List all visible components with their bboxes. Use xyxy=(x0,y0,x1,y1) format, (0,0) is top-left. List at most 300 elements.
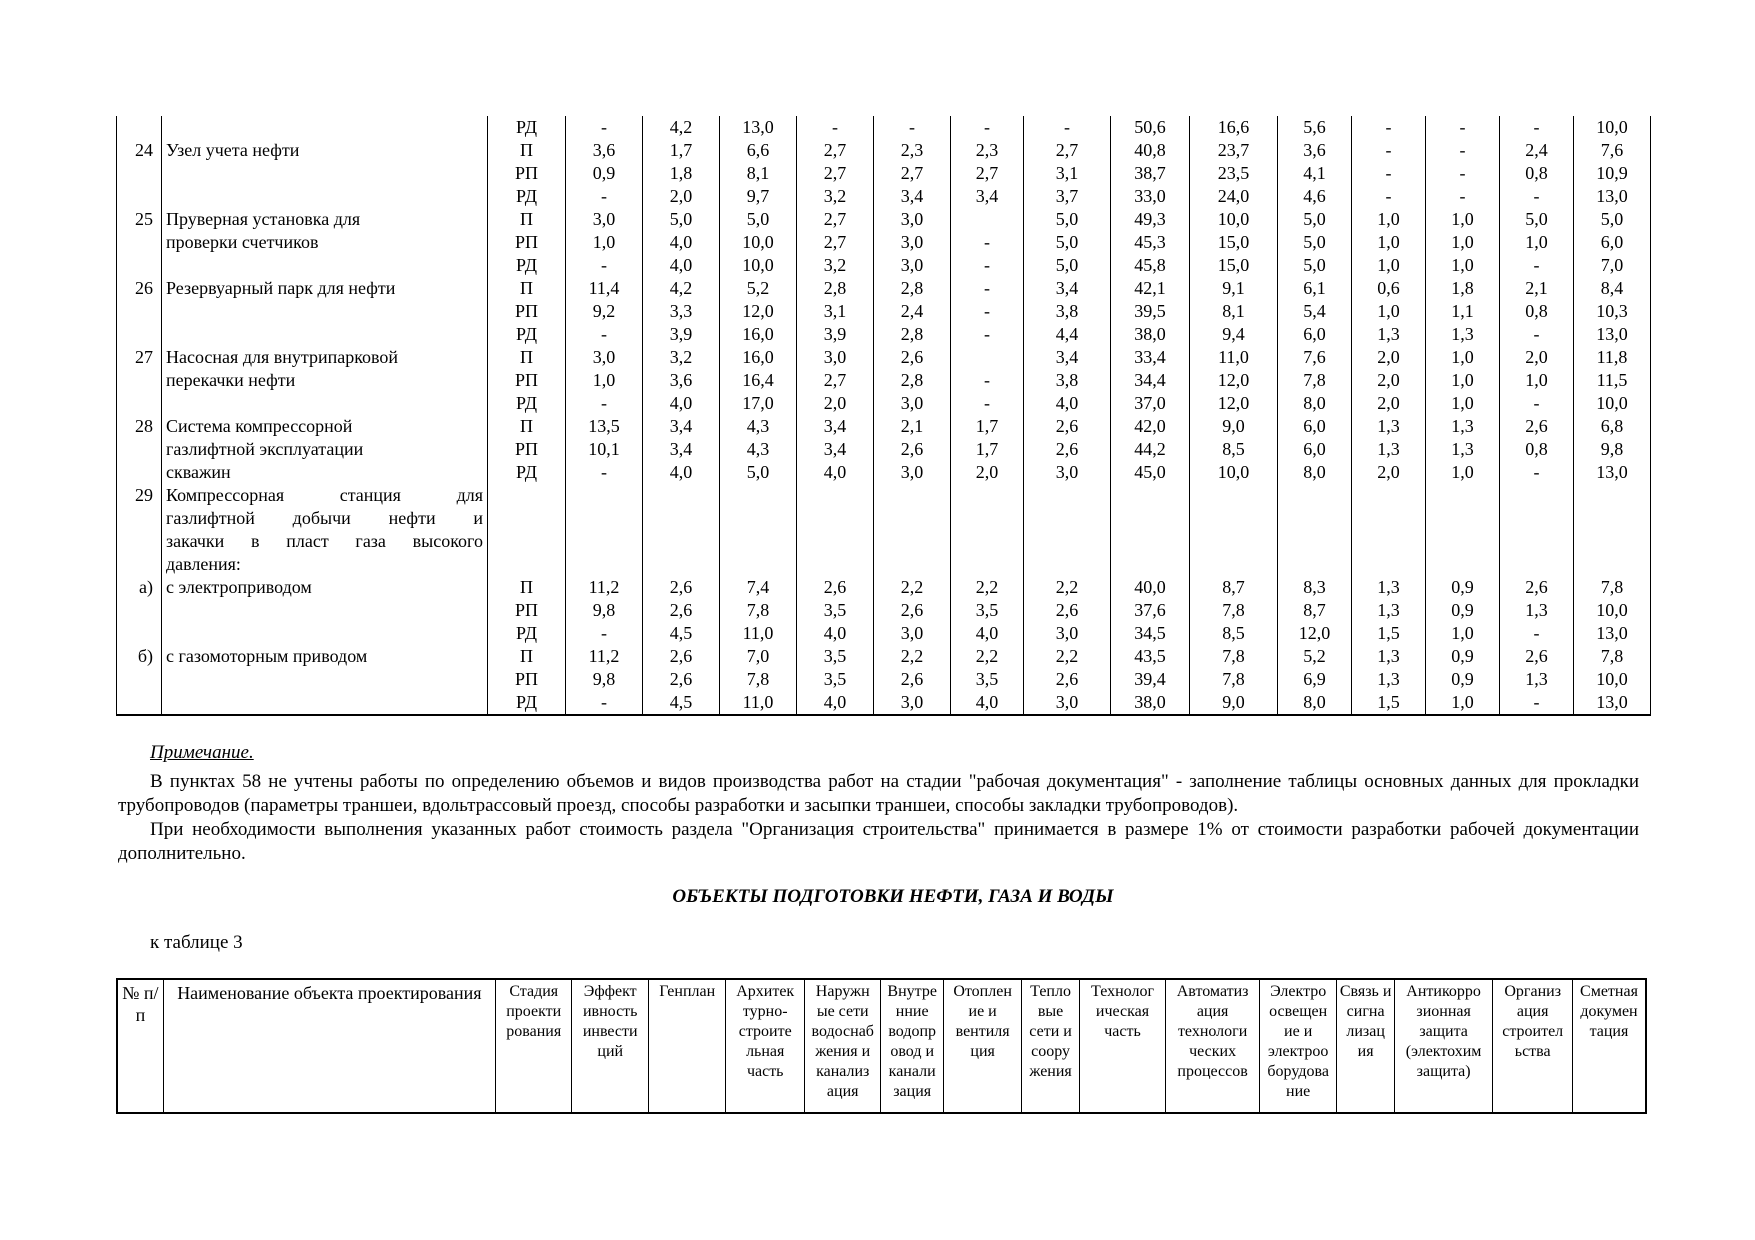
table-row xyxy=(117,484,1651,507)
value-cell: 38,0 xyxy=(1111,691,1190,715)
value-cell: 38,7 xyxy=(1111,162,1190,185)
value-cell xyxy=(1278,484,1352,507)
value-cell: 2,0 xyxy=(1352,392,1426,415)
value-cell: 2,2 xyxy=(951,645,1024,668)
column-header: Автоматиз ация технологи ческих процессов xyxy=(1166,979,1260,1113)
value-cell: 10,1 xyxy=(566,438,643,461)
value-cell: 7,8 xyxy=(1190,599,1278,622)
value-cell: 2,7 xyxy=(797,139,874,162)
value-cell: - xyxy=(1426,185,1500,208)
value-cell: 1,0 xyxy=(1352,254,1426,277)
value-cell: 8,4 xyxy=(1574,277,1651,300)
value-cell: 33,0 xyxy=(1111,185,1190,208)
value-cell xyxy=(1278,530,1352,553)
note-text-2: При необходимости выполнения указанных работ стоимость раздела "Организация строительства" принимается в размере 1% от стоимости разработки рабочей документации дополнительно. xyxy=(118,819,1639,864)
table-row xyxy=(117,231,1651,254)
object-name: перекачки нефти xyxy=(162,369,488,392)
column-header: Отоплен ие и вентиля ция xyxy=(943,979,1022,1113)
object-name: с электроприводом xyxy=(162,576,488,599)
value-cell: 0,9 xyxy=(1426,576,1500,599)
value-cell: 3,4 xyxy=(1024,346,1111,369)
value-cell: 1,7 xyxy=(951,415,1024,438)
value-cell: 10,3 xyxy=(1574,300,1651,323)
table-row xyxy=(117,553,1651,576)
object-name: газлифтной добычи нефти и xyxy=(162,507,488,530)
value-cell: 2,2 xyxy=(951,576,1024,599)
value-cell: - xyxy=(1352,162,1426,185)
value-cell: 2,6 xyxy=(797,576,874,599)
value-cell: 8,1 xyxy=(720,162,797,185)
value-cell: 1,0 xyxy=(1426,369,1500,392)
value-cell: 0,9 xyxy=(1426,599,1500,622)
value-cell: - xyxy=(566,392,643,415)
item-number xyxy=(117,668,162,691)
value-cell: 1,3 xyxy=(1352,668,1426,691)
object-name: давления: xyxy=(162,553,488,576)
value-cell xyxy=(951,346,1024,369)
value-cell: 3,6 xyxy=(643,369,720,392)
value-cell: 11,4 xyxy=(566,277,643,300)
value-cell: 2,6 xyxy=(1500,415,1574,438)
value-cell: 1,7 xyxy=(951,438,1024,461)
value-cell xyxy=(1352,553,1426,576)
value-cell: 5,0 xyxy=(1278,231,1352,254)
table-row xyxy=(117,162,1651,185)
item-number xyxy=(117,116,162,139)
value-cell: 2,1 xyxy=(1500,277,1574,300)
value-cell: - xyxy=(566,691,643,715)
value-cell: - xyxy=(1426,162,1500,185)
value-cell: 10,0 xyxy=(1574,668,1651,691)
item-number xyxy=(117,369,162,392)
value-cell: 2,0 xyxy=(1500,346,1574,369)
design-stage: РП xyxy=(488,231,566,254)
value-cell: 2,0 xyxy=(797,392,874,415)
value-cell: - xyxy=(566,323,643,346)
item-number xyxy=(117,553,162,576)
object-name: газлифтной эксплуатации xyxy=(162,438,488,461)
value-cell: - xyxy=(566,116,643,139)
value-cell: 13,0 xyxy=(1574,622,1651,645)
column-header: Антикорро зионная защита (электохим защита) xyxy=(1394,979,1493,1113)
value-cell: 13,5 xyxy=(566,415,643,438)
value-cell xyxy=(1500,530,1574,553)
value-cell: 5,0 xyxy=(1024,231,1111,254)
value-cell: - xyxy=(1500,392,1574,415)
value-cell: 1,3 xyxy=(1426,323,1500,346)
value-cell: 3,5 xyxy=(797,668,874,691)
value-cell: 11,2 xyxy=(566,576,643,599)
value-cell xyxy=(1111,530,1190,553)
value-cell xyxy=(1574,507,1651,530)
item-number: 25 xyxy=(117,208,162,231)
value-cell: 3,2 xyxy=(643,346,720,369)
value-cell: 50,6 xyxy=(1111,116,1190,139)
value-cell xyxy=(1024,484,1111,507)
value-cell: 39,4 xyxy=(1111,668,1190,691)
value-cell: 10,0 xyxy=(1574,392,1651,415)
value-cell xyxy=(1574,553,1651,576)
value-cell: 3,5 xyxy=(951,668,1024,691)
value-cell: 7,8 xyxy=(1574,645,1651,668)
value-cell: - xyxy=(1352,116,1426,139)
value-cell: 2,6 xyxy=(1024,668,1111,691)
value-cell: 3,1 xyxy=(1024,162,1111,185)
column-header: Электро освещен ие и электроо борудова ние xyxy=(1259,979,1337,1113)
value-cell xyxy=(1500,553,1574,576)
value-cell xyxy=(1574,530,1651,553)
value-cell xyxy=(720,553,797,576)
value-cell: 37,0 xyxy=(1111,392,1190,415)
item-number: а) xyxy=(117,576,162,599)
table-row xyxy=(117,300,1651,323)
value-cell: - xyxy=(566,254,643,277)
column-header: Технолог ическая часть xyxy=(1079,979,1166,1113)
object-name: Система компрессорной xyxy=(162,415,488,438)
value-cell: 1,0 xyxy=(1426,461,1500,484)
value-cell: 3,0 xyxy=(874,461,951,484)
value-cell: 1,1 xyxy=(1426,300,1500,323)
value-cell: 9,1 xyxy=(1190,277,1278,300)
value-cell: 1,3 xyxy=(1352,645,1426,668)
value-cell: 4,6 xyxy=(1278,185,1352,208)
note-title: Примечание. xyxy=(150,742,254,763)
value-cell: 13,0 xyxy=(720,116,797,139)
value-cell: 4,4 xyxy=(1024,323,1111,346)
object-name xyxy=(162,254,488,277)
section-title: ОБЪЕКТЫ ПОДГОТОВКИ НЕФТИ, ГАЗА И ВОДЫ xyxy=(672,886,1114,907)
value-cell: 2,7 xyxy=(797,208,874,231)
value-cell xyxy=(1024,553,1111,576)
value-cell: 43,5 xyxy=(1111,645,1190,668)
column-header: Стадия проекти рования xyxy=(495,979,572,1113)
table-row xyxy=(117,576,1651,599)
value-cell: 6,0 xyxy=(1278,323,1352,346)
object-name xyxy=(162,392,488,415)
value-cell: 16,0 xyxy=(720,346,797,369)
value-cell: 8,7 xyxy=(1190,576,1278,599)
column-header: Наименование объекта проектирования xyxy=(163,979,495,1113)
value-cell: 1,8 xyxy=(1426,277,1500,300)
design-stage: РД xyxy=(488,323,566,346)
design-stage xyxy=(488,530,566,553)
item-number: 29 xyxy=(117,484,162,507)
value-cell: 3,4 xyxy=(797,438,874,461)
design-stage: П xyxy=(488,139,566,162)
value-cell: 1,0 xyxy=(1500,231,1574,254)
value-cell: 1,0 xyxy=(1426,231,1500,254)
object-name: скважин xyxy=(162,461,488,484)
value-cell: 40,0 xyxy=(1111,576,1190,599)
value-cell: 3,4 xyxy=(874,185,951,208)
value-cell: 2,6 xyxy=(1024,438,1111,461)
value-cell: 9,7 xyxy=(720,185,797,208)
value-cell: 4,0 xyxy=(797,691,874,715)
value-cell: 0,9 xyxy=(566,162,643,185)
value-cell: 5,0 xyxy=(1024,254,1111,277)
value-cell: - xyxy=(1500,323,1574,346)
design-stage: П xyxy=(488,415,566,438)
value-cell: 7,8 xyxy=(720,668,797,691)
item-number xyxy=(117,599,162,622)
value-cell: 0,9 xyxy=(1426,668,1500,691)
value-cell xyxy=(643,530,720,553)
table-row xyxy=(117,691,1651,715)
value-cell: 5,4 xyxy=(1278,300,1352,323)
design-stage xyxy=(488,484,566,507)
value-cell: 6,8 xyxy=(1574,415,1651,438)
value-cell: 5,6 xyxy=(1278,116,1352,139)
value-cell: - xyxy=(797,116,874,139)
value-cell: 1,0 xyxy=(1500,369,1574,392)
design-stage: РП xyxy=(488,162,566,185)
object-name: Узел учета нефти xyxy=(162,139,488,162)
value-cell xyxy=(951,530,1024,553)
value-cell: 7,8 xyxy=(1190,668,1278,691)
value-cell: 7,8 xyxy=(1190,645,1278,668)
value-cell: 4,3 xyxy=(720,415,797,438)
value-cell: - xyxy=(951,116,1024,139)
value-cell: 3,6 xyxy=(566,139,643,162)
object-name: проверки счетчиков xyxy=(162,231,488,254)
value-cell: 1,3 xyxy=(1426,415,1500,438)
object-name: Резервуарный парк для нефти xyxy=(162,277,488,300)
value-cell: 10,0 xyxy=(1190,208,1278,231)
value-cell: 3,2 xyxy=(797,254,874,277)
value-cell: 10,0 xyxy=(1574,116,1651,139)
value-cell xyxy=(1574,484,1651,507)
item-number xyxy=(117,530,162,553)
object-name xyxy=(162,162,488,185)
value-cell: 1,8 xyxy=(643,162,720,185)
value-cell: 17,0 xyxy=(720,392,797,415)
value-cell: 2,7 xyxy=(797,369,874,392)
value-cell: 40,8 xyxy=(1111,139,1190,162)
value-cell: 0,6 xyxy=(1352,277,1426,300)
value-cell xyxy=(1426,484,1500,507)
value-cell: 3,3 xyxy=(643,300,720,323)
item-number: 24 xyxy=(117,139,162,162)
object-name xyxy=(162,300,488,323)
value-cell: 2,6 xyxy=(874,438,951,461)
value-cell: 2,8 xyxy=(797,277,874,300)
design-stage: П xyxy=(488,645,566,668)
item-number xyxy=(117,185,162,208)
value-cell xyxy=(643,484,720,507)
value-cell xyxy=(720,530,797,553)
value-cell: 13,0 xyxy=(1574,323,1651,346)
value-cell: 42,0 xyxy=(1111,415,1190,438)
value-cell: 1,0 xyxy=(1426,208,1500,231)
object-name: закачки в пласт газа высокого xyxy=(162,530,488,553)
table-row xyxy=(117,415,1651,438)
column-header: Внутре нние водопр овод и канали зация xyxy=(881,979,943,1113)
value-cell xyxy=(1426,530,1500,553)
value-cell xyxy=(1352,507,1426,530)
value-cell: 4,5 xyxy=(643,691,720,715)
value-cell: - xyxy=(1426,139,1500,162)
value-cell: 7,8 xyxy=(1574,576,1651,599)
value-cell: 7,8 xyxy=(720,599,797,622)
value-cell: 2,2 xyxy=(1024,576,1111,599)
value-cell: 2,8 xyxy=(874,369,951,392)
value-cell: 3,0 xyxy=(1024,691,1111,715)
value-cell: 8,3 xyxy=(1278,576,1352,599)
value-cell: 34,5 xyxy=(1111,622,1190,645)
value-cell: 2,2 xyxy=(874,576,951,599)
value-cell: - xyxy=(1352,185,1426,208)
value-cell: 49,3 xyxy=(1111,208,1190,231)
value-cell: 3,1 xyxy=(797,300,874,323)
value-cell: 4,0 xyxy=(643,392,720,415)
value-cell: 5,0 xyxy=(1500,208,1574,231)
design-stage: П xyxy=(488,208,566,231)
value-cell xyxy=(643,507,720,530)
value-cell: 3,0 xyxy=(797,346,874,369)
value-cell: 5,0 xyxy=(1024,208,1111,231)
value-cell: 0,9 xyxy=(1426,645,1500,668)
value-cell: 5,0 xyxy=(1278,254,1352,277)
value-cell: 10,0 xyxy=(720,231,797,254)
value-cell: 11,0 xyxy=(1190,346,1278,369)
value-cell: 3,8 xyxy=(1024,300,1111,323)
value-cell: 8,0 xyxy=(1278,461,1352,484)
value-cell: 2,1 xyxy=(874,415,951,438)
value-cell: 13,0 xyxy=(1574,461,1651,484)
value-cell: 3,5 xyxy=(951,599,1024,622)
table-row xyxy=(117,139,1651,162)
value-cell: 2,2 xyxy=(1024,645,1111,668)
value-cell: 4,0 xyxy=(797,622,874,645)
value-cell: 34,4 xyxy=(1111,369,1190,392)
value-cell: 2,6 xyxy=(643,668,720,691)
value-cell: 3,4 xyxy=(1024,277,1111,300)
value-cell: 4,3 xyxy=(720,438,797,461)
value-cell: - xyxy=(1500,116,1574,139)
value-cell xyxy=(1278,507,1352,530)
design-stage: П xyxy=(488,346,566,369)
item-number xyxy=(117,231,162,254)
value-cell: 24,0 xyxy=(1190,185,1278,208)
value-cell xyxy=(1278,553,1352,576)
value-cell: 3,0 xyxy=(566,208,643,231)
value-cell: 2,7 xyxy=(1024,139,1111,162)
value-cell: 23,5 xyxy=(1190,162,1278,185)
value-cell: 3,7 xyxy=(1024,185,1111,208)
value-cell: - xyxy=(566,185,643,208)
table-reference: к таблице 3 xyxy=(150,932,243,953)
value-cell: 1,3 xyxy=(1500,599,1574,622)
value-cell xyxy=(951,484,1024,507)
value-cell: 45,0 xyxy=(1111,461,1190,484)
value-cell xyxy=(1024,507,1111,530)
table-row xyxy=(117,668,1651,691)
value-cell: 5,2 xyxy=(720,277,797,300)
value-cell: 8,0 xyxy=(1278,691,1352,715)
value-cell: 3,4 xyxy=(643,415,720,438)
object-name: с газомоторным приводом xyxy=(162,645,488,668)
value-cell: 9,8 xyxy=(566,599,643,622)
value-cell: 8,0 xyxy=(1278,392,1352,415)
value-cell: - xyxy=(951,231,1024,254)
value-cell: 2,6 xyxy=(874,346,951,369)
object-name: Насосная для внутрипарковой xyxy=(162,346,488,369)
value-cell: 2,0 xyxy=(1352,369,1426,392)
column-header: Архитек турно- строите льная часть xyxy=(726,979,805,1113)
value-cell: 2,4 xyxy=(1500,139,1574,162)
value-cell: 3,0 xyxy=(1024,461,1111,484)
item-number xyxy=(117,254,162,277)
value-cell: 7,8 xyxy=(1278,369,1352,392)
value-cell: 6,0 xyxy=(1574,231,1651,254)
object-name xyxy=(162,622,488,645)
object-name xyxy=(162,599,488,622)
item-number: 27 xyxy=(117,346,162,369)
value-cell: 13,0 xyxy=(1574,185,1651,208)
value-cell: 0,8 xyxy=(1500,438,1574,461)
value-cell: 2,6 xyxy=(1024,599,1111,622)
value-cell xyxy=(951,553,1024,576)
value-cell: 15,0 xyxy=(1190,231,1278,254)
value-cell: - xyxy=(1500,622,1574,645)
value-cell: 2,8 xyxy=(874,323,951,346)
value-cell: 16,0 xyxy=(720,323,797,346)
value-cell: 3,9 xyxy=(643,323,720,346)
value-cell xyxy=(643,553,720,576)
value-cell: 1,0 xyxy=(1352,208,1426,231)
design-stage: РД xyxy=(488,461,566,484)
value-cell: 3,4 xyxy=(797,415,874,438)
value-cell: 16,6 xyxy=(1190,116,1278,139)
value-cell: 1,0 xyxy=(1426,254,1500,277)
value-cell xyxy=(797,507,874,530)
value-cell: 2,0 xyxy=(951,461,1024,484)
value-cell: - xyxy=(566,622,643,645)
value-cell xyxy=(1500,484,1574,507)
value-cell: 3,0 xyxy=(874,231,951,254)
value-cell: 11,8 xyxy=(1574,346,1651,369)
design-stage: РД xyxy=(488,691,566,715)
value-cell: - xyxy=(1352,139,1426,162)
item-number xyxy=(117,300,162,323)
value-cell: 7,6 xyxy=(1574,139,1651,162)
value-cell: 6,9 xyxy=(1278,668,1352,691)
value-cell: 37,6 xyxy=(1111,599,1190,622)
rates-table-body xyxy=(117,116,1651,715)
value-cell: - xyxy=(1500,691,1574,715)
value-cell: 2,6 xyxy=(874,599,951,622)
value-cell xyxy=(720,507,797,530)
item-number xyxy=(117,323,162,346)
value-cell: - xyxy=(951,323,1024,346)
value-cell: 42,1 xyxy=(1111,277,1190,300)
table-row xyxy=(117,599,1651,622)
value-cell: 9,4 xyxy=(1190,323,1278,346)
value-cell: - xyxy=(1426,116,1500,139)
value-cell: 11,2 xyxy=(566,645,643,668)
value-cell: 1,5 xyxy=(1352,622,1426,645)
table-row xyxy=(117,277,1651,300)
column-header: Сметная докумен тация xyxy=(1572,979,1646,1113)
value-cell xyxy=(566,553,643,576)
value-cell: 3,4 xyxy=(951,185,1024,208)
value-cell: 8,1 xyxy=(1190,300,1278,323)
object-name xyxy=(162,668,488,691)
design-stage xyxy=(488,507,566,530)
value-cell: - xyxy=(951,277,1024,300)
objects-header-table xyxy=(116,978,1647,1114)
value-cell: 8,7 xyxy=(1278,599,1352,622)
